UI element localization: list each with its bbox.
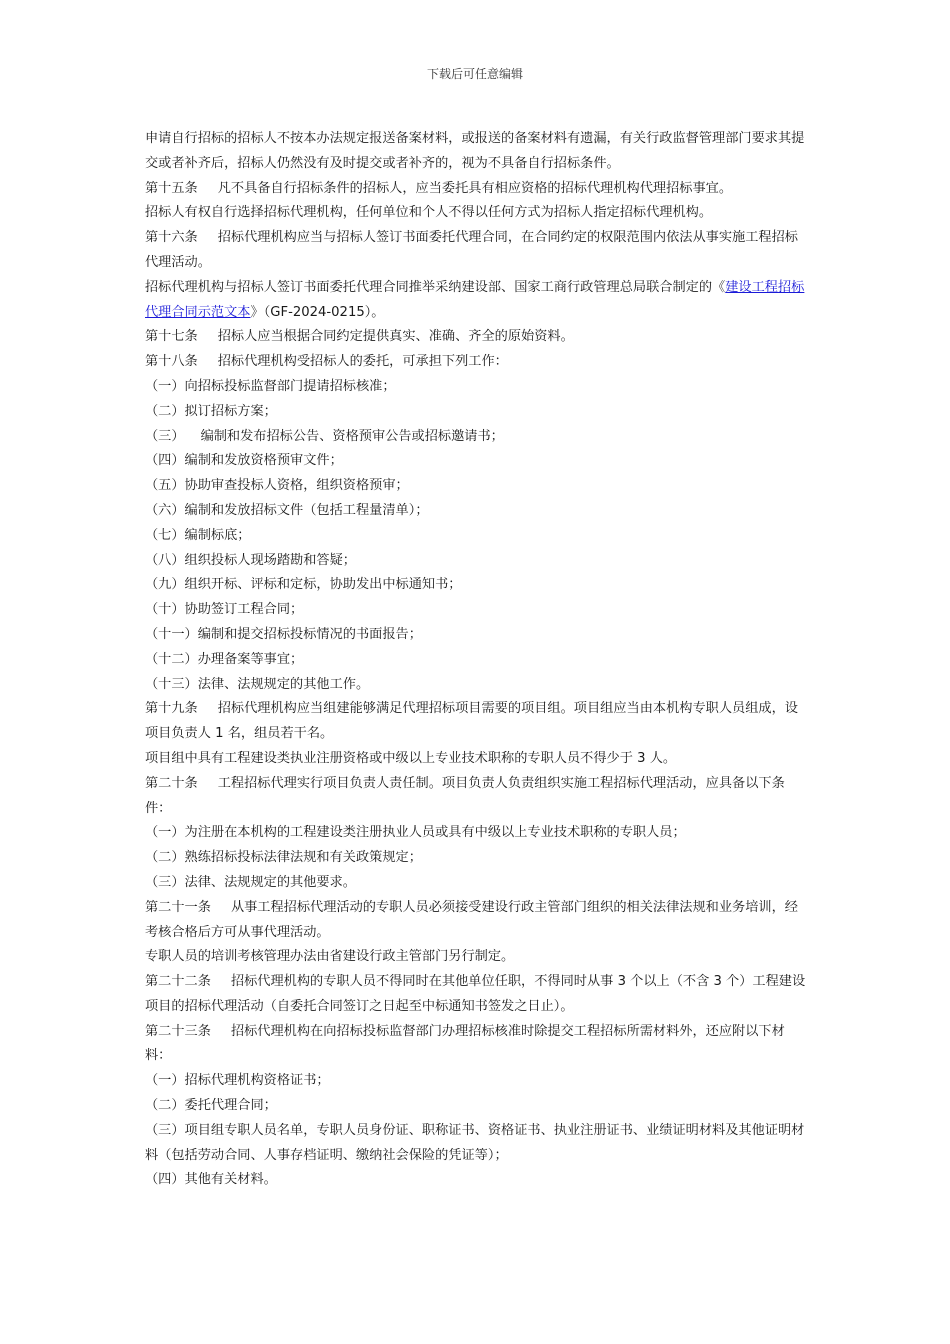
paragraph (145, 127, 810, 177)
paragraph-text: 招标代理机构与招标人签订书面委托代理合同推举采纳建设部、国家工商行政管理总局联合制定的《 (145, 279, 726, 295)
article-number: 第二十二条 (145, 974, 211, 990)
article-text: 凡不具备自行招标条件的招标人，应当委托具有相应资格的招标代理机构代理招标事宜。 (217, 180, 733, 196)
document-body (145, 127, 810, 1193)
article-paragraph (145, 896, 810, 946)
article-text: 招标代理机构应当组建能够满足代理招标项目需要的项目组。项目组应当由本机构专职人员组成，设项目负责人 1 名，组员若干名。 (145, 701, 798, 742)
paragraph-text: （六）编制和发放招标文件（包括工程量清单）； (145, 502, 429, 518)
paragraph-text: （三）法律、法规规定的其他要求。 (145, 874, 356, 890)
paragraph (145, 549, 810, 574)
article-paragraph (145, 1020, 810, 1070)
paragraph (145, 499, 810, 524)
article-paragraph (145, 970, 810, 1020)
article-text: 招标代理机构应当与招标人签订书面委托代理合同，在合同约定的权限范围内依法从事实施工程招标代理活动。 (145, 230, 798, 270)
paragraph-text: （二）熟练招标投标法律法规和有关政策规定； (145, 850, 422, 866)
article-text: 招标代理机构的专职人员不得同时在其他单位任职，不得同时从事 3 个以上（不含 3 个）工程建设项目的招标代理活动（自委托合同签订之日起至中标通知书签发之日止）。 (145, 974, 806, 1014)
article-paragraph (145, 697, 810, 747)
article-text: 招标人应当根据合同约定提供真实、准确、齐全的原始资料。 (217, 329, 574, 345)
paragraph (145, 474, 810, 499)
paragraph-text: （二）委托代理合同； (145, 1098, 277, 1114)
paragraph (145, 623, 810, 648)
item-text: 编制和发布招标公告、资格预审公告或招标邀请书； (200, 428, 504, 444)
paragraph-text: （七）编制标底； (145, 527, 251, 543)
paragraph (145, 871, 810, 896)
article-text: 招标代理机构在向招标投标监督部门办理招标核准时除提交工程招标所需材料外，还应附以下材料： (145, 1023, 785, 1064)
article-number: 第二十条 (145, 775, 198, 791)
list-item (145, 425, 810, 450)
paragraph-with-link (145, 276, 810, 326)
paragraph (145, 1069, 810, 1094)
paragraph-text: 申请自行招标的招标人不按本办法规定报送备案材料，或报送的备案材料有遗漏，有关行政监督管理部门要求其提交或者补齐后，招标人仍然没有及时提交或者补齐的，视为不具备自行招标条件。 (145, 131, 805, 171)
paragraph-text: （五）协助审查投标人资格，组织资格预审； (145, 478, 409, 494)
article-paragraph (145, 772, 810, 822)
paragraph-text: （三）项目组专职人员名单，专职人员身份证、职称证书、资格证书、执业注册证书、业绩证明材料及其他证明材料（包括劳动合同、人事存档证明、缴纳社会保险的凭证等）； (145, 1122, 805, 1163)
paragraph-text: （四）编制和发放资格预审文件； (145, 453, 343, 469)
article-paragraph (145, 177, 810, 202)
paragraph-text: （二）拟订招标方案； (145, 403, 277, 419)
paragraph (145, 524, 810, 549)
article-number: 第二十一条 (145, 899, 211, 915)
article-number: 第二十三条 (145, 1023, 211, 1039)
article-paragraph (145, 325, 810, 350)
paragraph (145, 201, 810, 226)
item-number: （三） (145, 428, 185, 444)
paragraph (145, 821, 810, 846)
paragraph (145, 1094, 810, 1119)
paragraph (145, 573, 810, 598)
article-text: 工程招标代理实行项目负责人责任制。项目负责人负责组织实施工程招标代理活动，应具备以下条件： (145, 775, 785, 816)
paragraph (145, 1168, 810, 1193)
paragraph (145, 449, 810, 474)
paragraph (145, 400, 810, 425)
article-text: 招标代理机构受招标人的委托，可承担下列工作： (217, 354, 508, 370)
paragraph-text: 》（GF-2024-0215）。 (250, 304, 385, 320)
paragraph-text: （十三）法律、法规规定的其他工作。 (145, 676, 370, 692)
article-number: 第十八条 (145, 354, 198, 370)
article-number: 第十六条 (145, 230, 198, 246)
paragraph-text: （八）组织投标人现场踏勘和答疑； (145, 552, 356, 568)
paragraph (145, 747, 810, 772)
paragraph-text: 招标人有权自行选择招标代理机构，任何单位和个人不得以任何方式为招标人指定招标代理机构。 (145, 205, 713, 221)
article-text: 从事工程招标代理活动的专职人员必须接受建设行政主管部门组织的相关法律法规和业务培训，经考核合格后方可从事代理活动。 (145, 899, 798, 940)
page-header: 下载后可任意编辑 (426, 67, 523, 81)
paragraph (145, 846, 810, 871)
paragraph (145, 375, 810, 400)
paragraph-text: （十）协助签订工程合同； (145, 602, 304, 618)
paragraph-text: 项目组中具有工程建设类执业注册资格或中级以上专业技术职称的专职人员不得少于 3 人。 (145, 750, 677, 766)
contract-template-link[interactable]: 建设工程招标代理合同示范文本 (145, 279, 805, 320)
article-number: 第十七条 (145, 329, 198, 345)
article-number: 第十九条 (145, 701, 198, 717)
paragraph-text: （十一）编制和提交招标投标情况的书面报告； (145, 626, 422, 642)
paragraph-text: （一）为注册在本机构的工程建设类注册执业人员或具有中级以上专业技术职称的专职人员； (145, 825, 686, 841)
paragraph-text: 专职人员的培训考核管理办法由省建设行政主管部门另行制定。 (145, 949, 515, 965)
paragraph (145, 945, 810, 970)
article-number: 第十五条 (145, 180, 198, 196)
paragraph (145, 673, 810, 698)
paragraph-text: （一）向招标投标监督部门提请招标核准； (145, 378, 396, 394)
article-paragraph (145, 350, 810, 375)
paragraph (145, 1119, 810, 1169)
paragraph-text: （十二）办理备案等事宜； (145, 651, 304, 667)
paragraph-text: （四）其他有关材料。 (145, 1172, 277, 1188)
paragraph-text: （九）组织开标、评标和定标，协助发出中标通知书； (145, 577, 462, 593)
paragraph (145, 648, 810, 673)
paragraph (145, 598, 810, 623)
paragraph-text: （一）招标代理机构资格证书； (145, 1073, 330, 1089)
article-paragraph (145, 226, 810, 276)
